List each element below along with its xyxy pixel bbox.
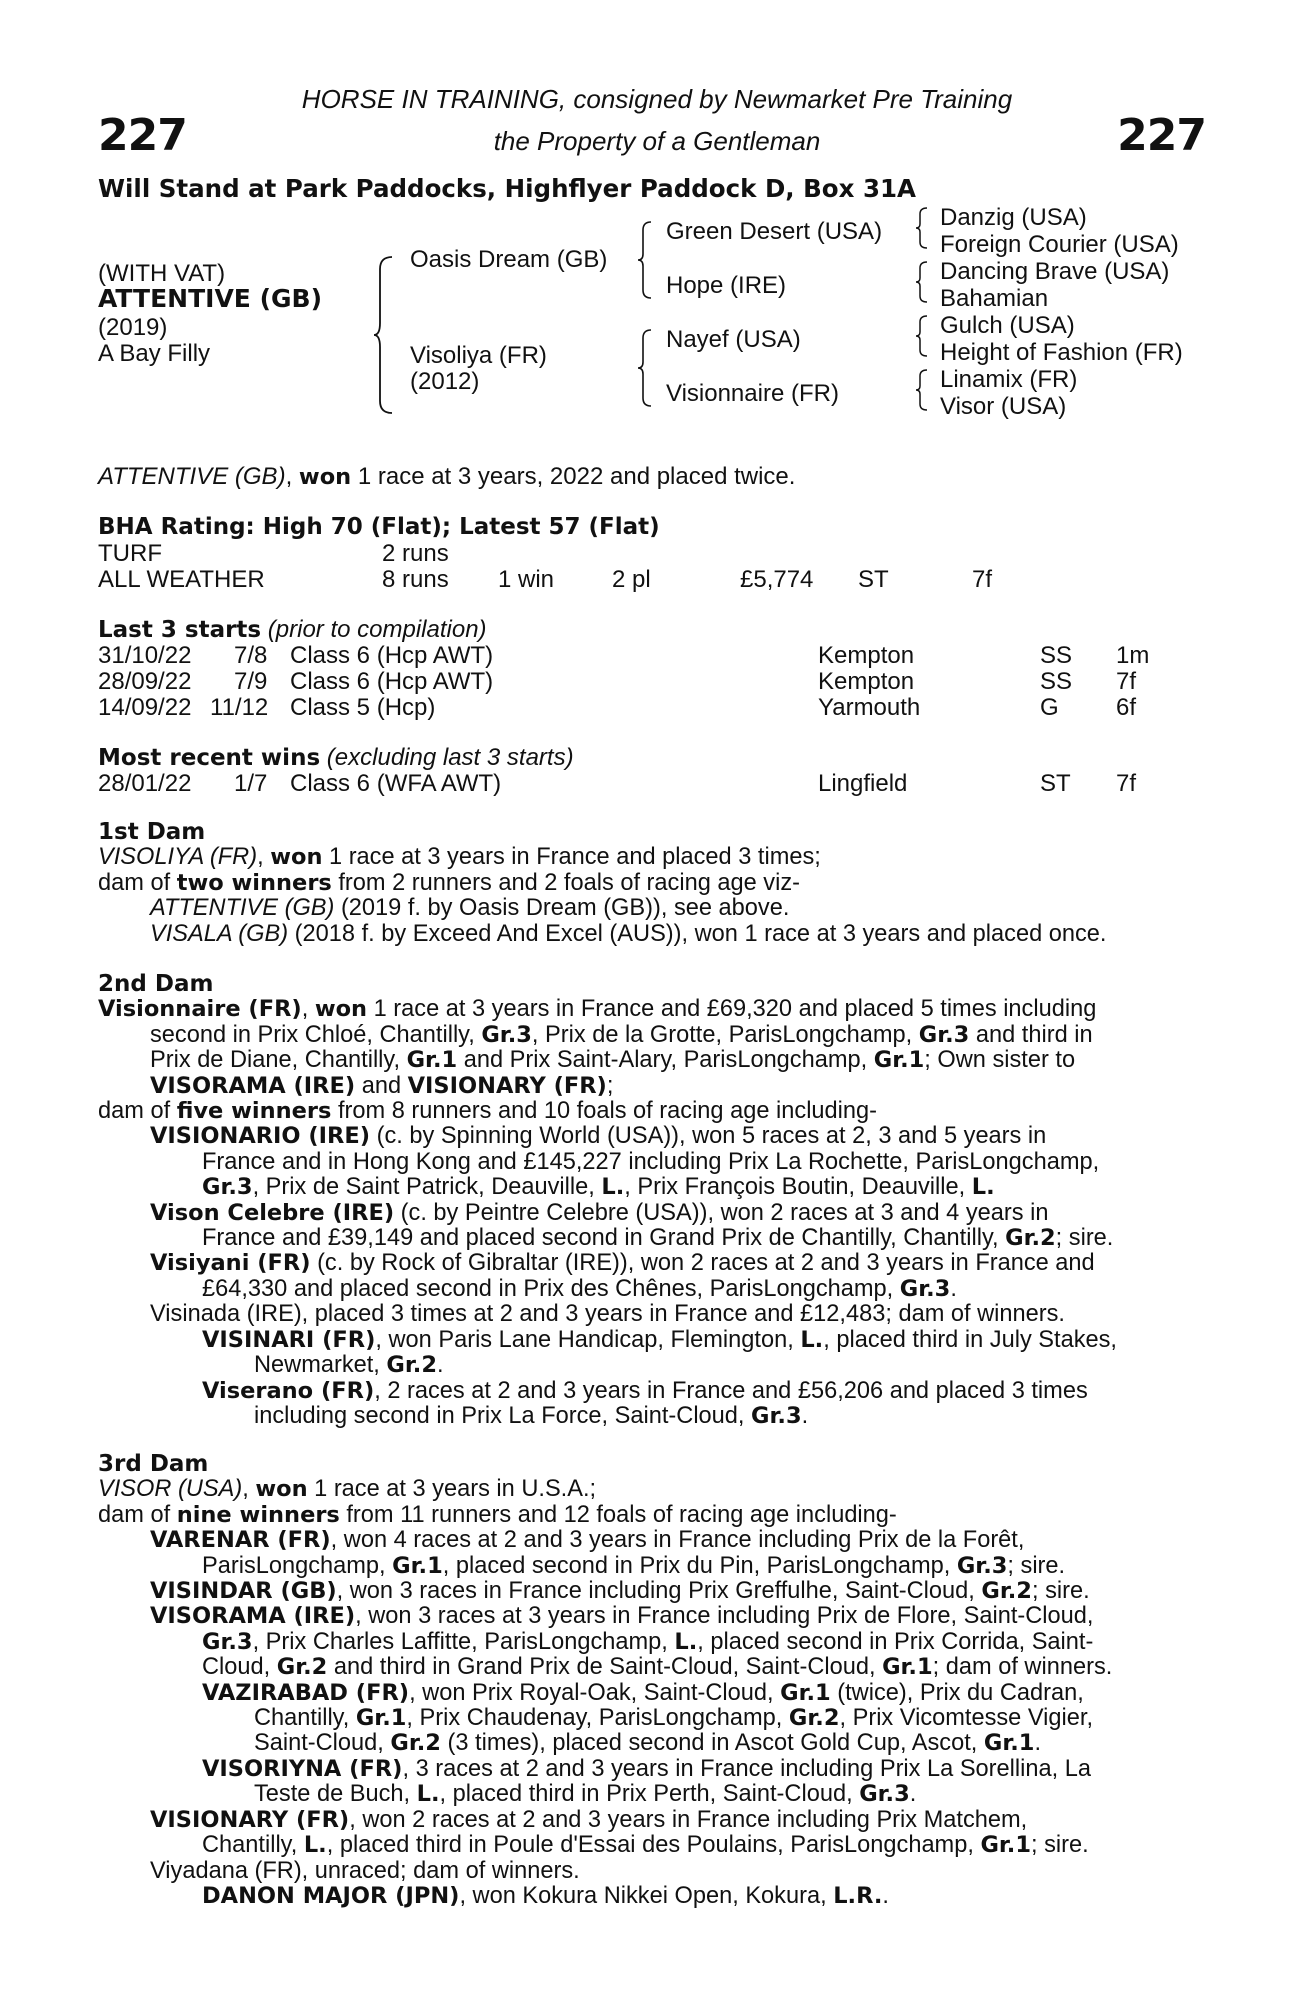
second-dam-title: 2nd Dam	[98, 971, 214, 997]
produce-line	[98, 1175, 1208, 1200]
second-dam-name: Visionnaire (FR)	[98, 996, 302, 1023]
win-course: Lingfield	[818, 770, 908, 797]
third-dam-produce	[98, 1503, 1208, 1528]
pedigree-g6: Height of Fashion (FR)	[940, 339, 1183, 366]
text: from 8 runners and 10 foals of racing age including-	[331, 1098, 878, 1125]
grade: Gr.3	[202, 1628, 253, 1655]
aw-runs: 8 runs	[382, 566, 449, 593]
foal-name: VISALA (GB)	[150, 920, 289, 947]
pedigree-sire: Oasis Dream (GB)	[410, 246, 608, 273]
grade: Gr.3	[751, 1402, 802, 1429]
recent-wins-heading	[98, 744, 574, 772]
produce-line	[98, 1201, 1208, 1226]
text: from 2 runners and 2 foals of racing age viz-	[331, 869, 800, 896]
grade: Gr.3	[956, 1552, 1008, 1579]
horse-name: ATTENTIVE (GB)	[98, 284, 322, 313]
winner-count: two winners	[176, 869, 332, 896]
second-dam-line	[98, 1048, 1208, 1073]
grade: Gr.1	[392, 1552, 443, 1579]
first-dam-produce	[98, 871, 1208, 896]
produce-line	[98, 1328, 1208, 1353]
grade: Gr.1	[873, 1047, 925, 1074]
produce-line	[98, 1251, 1208, 1276]
third-dam-section	[98, 1452, 1208, 1909]
text: , won Paris Lane Handicap, Flemington,	[375, 1326, 801, 1353]
text: France and £39,149 and placed second in Grand Prix de Chantilly, Chantilly,	[202, 1225, 1006, 1252]
second-dam-produce	[98, 1099, 1208, 1124]
text: from 11 runners and 12 foals of racing age including-	[339, 1501, 897, 1528]
grade: L.	[416, 1781, 440, 1808]
text: ; sire.	[1055, 1225, 1114, 1252]
grade: L.	[971, 1174, 995, 1201]
pedigree-brace-g2	[914, 260, 930, 304]
grade: Gr.2	[276, 1654, 328, 1681]
grade: Gr.1	[355, 1705, 407, 1732]
produce-line	[98, 1731, 1208, 1756]
pedigree-dam: Visoliya (FR)	[410, 342, 547, 369]
start-distance: 1m	[1116, 642, 1150, 669]
first-dam-won: won	[270, 844, 323, 871]
text: dam of	[98, 869, 177, 896]
first-dam-name: VISOLIYA (FR)	[98, 844, 258, 871]
produce-line	[98, 1604, 1208, 1629]
grade: Gr.2	[788, 1705, 840, 1732]
win-race: Class 6 (WFA AWT)	[290, 770, 502, 797]
text: , won Prix Royal-Oak, Saint-Cloud,	[409, 1679, 781, 1706]
grade: Gr.3	[202, 1174, 253, 1201]
produce-line	[98, 1124, 1208, 1149]
grade: Gr.2	[1005, 1225, 1056, 1252]
start-race: Class 6 (Hcp AWT)	[290, 668, 494, 695]
horse-name: VISINDAR (GB)	[150, 1578, 337, 1605]
grade: L.	[674, 1628, 698, 1655]
pedigree-brace-g4	[914, 368, 930, 412]
summary-rest: 1 race at 3 years, 2022 and placed twice.	[351, 463, 796, 490]
pedigree-dam-sire: Nayef (USA)	[666, 326, 801, 353]
text: and third in	[969, 1021, 1093, 1048]
header-consignor: HORSE IN TRAINING, consigned by Newmarket Pre Training	[301, 84, 1013, 114]
first-dam-foal	[98, 922, 1208, 947]
text: , won Kokura Nikkei Open, Kokura,	[459, 1882, 834, 1909]
produce-line	[98, 1757, 1208, 1782]
pedigree-g1: Danzig (USA)	[940, 204, 1087, 231]
winner-count: five winners	[176, 1098, 332, 1125]
text: ; Own sister to	[924, 1047, 1076, 1074]
pedigree-brace-main	[372, 255, 396, 415]
produce-line	[98, 1554, 1208, 1579]
text: ; sire.	[1031, 1832, 1089, 1859]
win-position: 1/7	[234, 770, 268, 797]
text: , placed second in Prix Corrida, Saint-	[697, 1628, 1094, 1655]
turf-runs: 2 runs	[382, 540, 449, 567]
text: (c. by Spinning World (USA)), won 5 races at 2, 3 and 5 years in	[370, 1123, 1047, 1150]
text: and Prix Saint-Alary, ParisLongchamp,	[457, 1047, 874, 1074]
horse-name: VISIONARIO (IRE)	[150, 1123, 371, 1150]
start-race: Class 6 (Hcp AWT)	[290, 642, 494, 669]
last-starts-title: Last 3 starts	[98, 617, 262, 643]
foal-name: ATTENTIVE (GB)	[150, 895, 335, 922]
grade: Gr.1	[882, 1654, 933, 1681]
text: £64,330 and placed second in Prix des Chênes, ParisLongchamp,	[202, 1275, 900, 1302]
start-date: 14/09/22	[98, 694, 192, 721]
text: ParisLongchamp,	[202, 1552, 393, 1579]
text: , won 4 races at 2 and 3 years in France including Prix de la Forêt,	[330, 1527, 1025, 1554]
horse-name: VISIONARY (FR)	[150, 1806, 350, 1833]
summary-sep: ,	[285, 463, 299, 490]
text: , won 3 races in France including Prix Greffulhe, Saint-Cloud,	[336, 1578, 982, 1605]
text: ; sire.	[1031, 1578, 1090, 1605]
aw-wins: 1 win	[498, 566, 555, 593]
third-dam-line: VISOR (USA), won 1 race at 3 years in U.S.A.;	[98, 1476, 597, 1503]
won: won	[314, 996, 368, 1023]
produce-line	[98, 1226, 1208, 1251]
start-course: Kempton	[818, 668, 915, 695]
produce-line	[98, 1302, 1208, 1327]
lot-number-left: 227	[98, 110, 187, 161]
aw-distance: 7f	[972, 566, 993, 593]
horse-name: DANON MAJOR (JPN)	[202, 1882, 460, 1909]
grade: L.R.	[833, 1882, 883, 1909]
won: won	[255, 1476, 308, 1503]
horse-name: VISORIYNA (FR)	[202, 1755, 403, 1782]
text: (c. by Rock of Gibraltar (IRE)), won 2 races at 2 and 3 years in France and	[310, 1250, 1095, 1277]
produce-line	[98, 1353, 1208, 1378]
grade: Gr.2	[390, 1730, 441, 1757]
text: second in Prix Chloé, Chantilly,	[150, 1021, 482, 1048]
first-dam-foal	[98, 896, 1208, 921]
text: (3 times), placed second in Ascot Gold Cup, Ascot,	[440, 1730, 984, 1757]
last-starts-heading	[98, 616, 487, 644]
vat-note: (WITH VAT)	[98, 260, 226, 287]
produce-line	[98, 1277, 1208, 1302]
horse-description: A Bay Filly	[98, 340, 211, 367]
text: Newmarket,	[254, 1352, 387, 1379]
text: Viyadana (FR), unraced; dam of winners.	[150, 1857, 580, 1884]
start-going: SS	[1040, 642, 1073, 669]
text: Chantilly,	[254, 1705, 356, 1732]
header-property: the Property of a Gentleman	[493, 126, 821, 156]
text: .	[882, 1882, 889, 1909]
pedigree-dam-dam: Visionnaire (FR)	[666, 380, 839, 407]
text: France and in Hong Kong and £145,227 including Prix La Rochette, ParisLongchamp,	[202, 1148, 1100, 1175]
text: , Prix Vicomtesse Vigier,	[839, 1705, 1094, 1732]
race-summary	[98, 464, 795, 491]
produce-line	[98, 1404, 1208, 1429]
text: and third in Grand Prix de Saint-Cloud, Saint-Cloud,	[327, 1654, 883, 1681]
text: .	[1034, 1730, 1041, 1757]
text: Teste de Buch,	[254, 1781, 417, 1808]
produce-line	[98, 1150, 1208, 1175]
grade: Gr.2	[981, 1578, 1032, 1605]
start-position: 7/8	[234, 642, 268, 669]
winner-count: nine winners	[176, 1501, 340, 1528]
start-date: 28/09/22	[98, 668, 192, 695]
text: , Prix Chaudenay, ParisLongchamp,	[406, 1705, 789, 1732]
text: (twice), Prix du Cadran,	[830, 1679, 1084, 1706]
start-course: Yarmouth	[818, 694, 921, 721]
text: dam of	[98, 1501, 177, 1528]
text: (2018 f. by Exceed And Excel (AUS)), won 1 race at 3 years and placed once.	[288, 920, 1107, 947]
horse-year: (2019)	[98, 314, 168, 341]
text: Chantilly,	[202, 1832, 304, 1859]
produce-line	[98, 1833, 1208, 1858]
pedigree-sire-dam: Hope (IRE)	[666, 272, 787, 299]
text: , won 2 races at 2 and 3 years in France including Prix Matchem,	[349, 1806, 1028, 1833]
first-dam-title: 1st Dam	[98, 819, 206, 845]
horse-name: VISIONARY (FR)	[407, 1072, 607, 1099]
text: , placed second in Prix du Pin, ParisLongchamp,	[442, 1552, 957, 1579]
pedigree-g4: Bahamian	[940, 285, 1049, 312]
recent-wins-title: Most recent wins	[98, 745, 321, 771]
text: .	[436, 1352, 444, 1379]
aw-placed: 2 pl	[612, 566, 651, 593]
first-dam-rest: 1 race at 3 years in France and placed 3 times;	[322, 844, 821, 871]
produce-line	[98, 1379, 1208, 1404]
text: , 3 races at 2 and 3 years in France including Prix La Sorellina, La	[402, 1755, 1091, 1782]
first-dam-line: VISOLIYA (FR), won 1 race at 3 years in France and placed 3 times;	[98, 844, 821, 871]
produce-line	[98, 1681, 1208, 1706]
bha-rating: BHA Rating: High 70 (Flat); Latest 57 (Flat)	[98, 514, 660, 540]
text: , 2 races at 2 and 3 years in France and £56,206 and placed 3 times	[374, 1377, 1088, 1404]
grade: Gr.2	[386, 1352, 437, 1379]
pedigree-brace-g1	[914, 206, 930, 250]
text: (2019 f. by Oasis Dream (GB)), see above.	[334, 895, 790, 922]
pedigree-brace-g3	[914, 314, 930, 358]
pedigree-g8: Visor (USA)	[940, 393, 1067, 420]
horse-name: Vison Celebre (IRE)	[150, 1199, 395, 1226]
pedigree-brace-sire	[636, 220, 654, 300]
turf-label: TURF	[98, 540, 162, 567]
grade: Gr.3	[481, 1021, 532, 1048]
start-course: Kempton	[818, 642, 915, 669]
pedigree-g3: Dancing Brave (USA)	[940, 258, 1170, 285]
pedigree-sire-sire: Green Desert (USA)	[666, 218, 883, 245]
grade: Gr.3	[859, 1781, 910, 1808]
text: ; dam of winners.	[932, 1654, 1113, 1681]
win-distance: 7f	[1116, 770, 1137, 797]
start-date: 31/10/22	[98, 642, 192, 669]
start-position: 7/9	[234, 668, 268, 695]
text: .	[909, 1781, 917, 1808]
produce-line	[98, 1782, 1208, 1807]
produce-line	[98, 1528, 1208, 1553]
last-starts-note: (prior to compilation)	[261, 616, 487, 643]
recent-wins-note: (excluding last 3 starts)	[320, 744, 574, 771]
text: and	[355, 1072, 408, 1099]
start-going: G	[1040, 694, 1059, 721]
text: , Prix de la Grotte, ParisLongchamp,	[531, 1021, 919, 1048]
summary-horse: ATTENTIVE (GB)	[98, 463, 286, 490]
text: (c. by Peintre Celebre (USA)), won 2 races at 3 and 4 years in	[394, 1199, 1049, 1226]
grade: Gr.1	[780, 1679, 831, 1706]
pedigree-g7: Linamix (FR)	[940, 366, 1078, 393]
produce-line	[98, 1859, 1208, 1884]
pedigree-dam-year: (2012)	[410, 368, 480, 395]
grade: Gr.3	[899, 1275, 951, 1302]
produce-line	[98, 1884, 1208, 1909]
text: , Prix Charles Laffitte, ParisLongchamp,	[252, 1628, 675, 1655]
text: Cloud,	[202, 1654, 277, 1681]
summary-won: won	[298, 464, 352, 490]
text: Visinada (IRE), placed 3 times at 2 and 3 years in France and £12,483; dam of winners.	[150, 1301, 1065, 1328]
start-race: Class 5 (Hcp)	[290, 694, 436, 721]
win-going: ST	[1040, 770, 1071, 797]
aw-earnings: £5,774	[740, 566, 814, 593]
text: , placed third in July Stakes,	[823, 1326, 1117, 1353]
text: , won 3 races at 3 years in France including Prix de Flore, Saint-Cloud,	[355, 1603, 1094, 1630]
text: Saint-Cloud,	[254, 1730, 391, 1757]
grade: L.	[800, 1326, 824, 1353]
grade: Gr.1	[980, 1832, 1032, 1859]
text: .	[801, 1402, 809, 1429]
grade: Gr.3	[918, 1021, 970, 1048]
start-distance: 6f	[1116, 694, 1137, 721]
lot-number-right: 227	[1117, 110, 1206, 161]
text: ;	[606, 1072, 614, 1099]
horse-name: Visiyani (FR)	[150, 1250, 311, 1277]
second-dam-line	[98, 1074, 1208, 1099]
third-dam-title: 3rd Dam	[98, 1451, 209, 1477]
text: 1 race at 3 years in U.S.A.;	[307, 1476, 597, 1503]
text: , placed third in Poule d'Essai des Poulains, ParisLongchamp,	[326, 1832, 981, 1859]
horse-name: VISORAMA (IRE)	[150, 1072, 356, 1099]
start-going: SS	[1040, 668, 1073, 695]
horse-name: Viserano (FR)	[202, 1377, 375, 1404]
produce-line	[98, 1630, 1208, 1655]
pedigree-g2: Foreign Courier (USA)	[940, 231, 1179, 258]
text: Prix de Diane, Chantilly,	[150, 1047, 407, 1074]
start-position: 11/12	[210, 694, 269, 721]
text: , placed third in Prix Perth, Saint-Cloud,	[439, 1781, 860, 1808]
stable-location: Will Stand at Park Paddocks, Highflyer Paddock D, Box 31A	[98, 174, 917, 203]
text: , Prix de Saint Patrick, Deauville,	[252, 1174, 602, 1201]
text: , Prix François Boutin, Deauville,	[624, 1174, 972, 1201]
produce-line	[98, 1706, 1208, 1731]
grade: Gr.1	[983, 1730, 1035, 1757]
produce-line	[98, 1655, 1208, 1680]
aw-label: ALL WEATHER	[98, 566, 265, 593]
aw-going: ST	[858, 566, 889, 593]
grade: Gr.1	[406, 1047, 458, 1074]
pedigree-g5: Gulch (USA)	[940, 312, 1075, 339]
text: .	[950, 1275, 957, 1302]
win-date: 28/01/22	[98, 770, 192, 797]
third-dam-name: VISOR (USA)	[98, 1476, 243, 1503]
horse-name: VARENAR (FR)	[150, 1527, 331, 1554]
text: dam of	[98, 1098, 177, 1125]
second-dam-line: Visionnaire (FR), won 1 race at 3 years in France and £69,320 and placed 5 times including	[98, 996, 1097, 1023]
produce-line	[98, 1808, 1208, 1833]
horse-name: VISINARI (FR)	[202, 1326, 376, 1353]
second-dam-line	[98, 1023, 1208, 1048]
horse-name: VAZIRABAD (FR)	[202, 1679, 410, 1706]
text: ; sire.	[1007, 1552, 1066, 1579]
pedigree-brace-dam	[636, 328, 654, 408]
text: including second in Prix La Force, Saint-Cloud,	[254, 1402, 752, 1429]
horse-name: VISORAMA (IRE)	[150, 1603, 356, 1630]
grade: L.	[303, 1832, 327, 1859]
start-distance: 7f	[1116, 668, 1137, 695]
first-dam-section	[98, 820, 1208, 947]
text: 1 race at 3 years in France and £69,320 and placed 5 times including	[367, 996, 1097, 1023]
produce-line	[98, 1579, 1208, 1604]
grade: L.	[601, 1174, 625, 1201]
second-dam-section	[98, 972, 1208, 1429]
